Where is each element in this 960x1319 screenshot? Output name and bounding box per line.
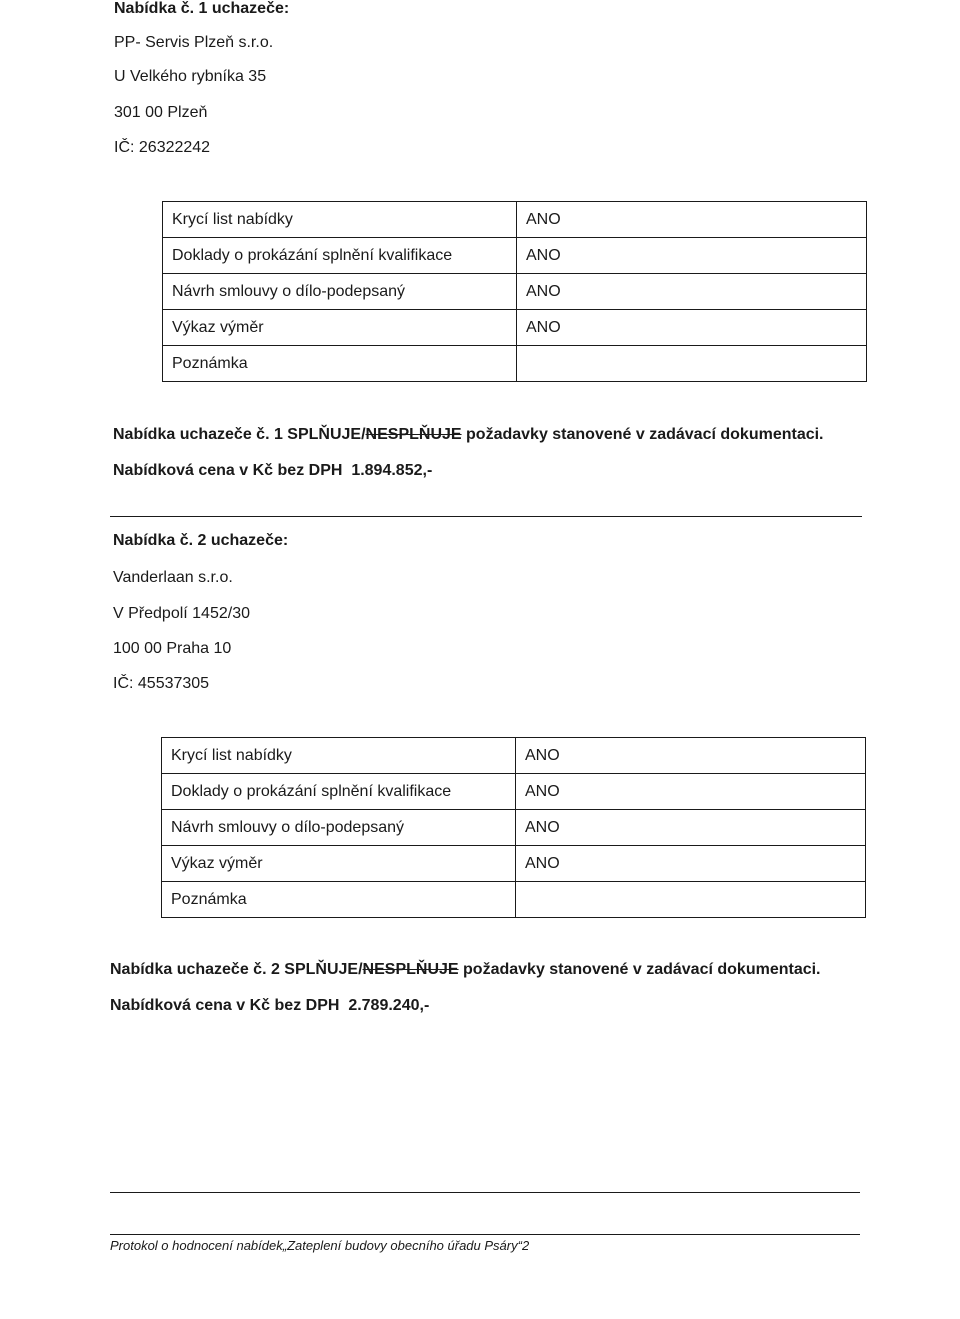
offer2-street: V Předpolí 1452/30 xyxy=(113,605,250,622)
verdict-struck-option: NESPLŇUJE xyxy=(365,426,462,443)
section-divider xyxy=(110,516,862,517)
criteria-label: Poznámka xyxy=(163,346,517,382)
price-value: 1.894.852,- xyxy=(351,462,433,479)
verdict-suffix: požadavky stanovené v zadávací dokumentaci. xyxy=(461,426,824,443)
table-row xyxy=(162,738,866,774)
offer2-company: Vanderlaan s.r.o. xyxy=(113,569,233,586)
criteria-value: ANO xyxy=(517,202,867,238)
verdict-suffix: požadavky stanovené v zadávací dokumentaci. xyxy=(458,961,821,978)
offer1-ico: IČ: 26322242 xyxy=(114,139,211,156)
footer-divider xyxy=(110,1234,860,1235)
criteria-label: Krycí list nabídky xyxy=(162,738,516,774)
criteria-label: Krycí list nabídky xyxy=(163,202,517,238)
price-label: Nabídková cena v Kč bez DPH xyxy=(110,997,340,1014)
table-row xyxy=(163,238,867,274)
table-row xyxy=(162,882,866,918)
table-row xyxy=(162,774,866,810)
offer1-company: PP- Servis Plzeň s.r.o. xyxy=(114,34,274,51)
offer2-heading: Nabídka č. 2 uchazeče: xyxy=(113,532,289,549)
footer-divider-top xyxy=(110,1192,860,1193)
offer2-price xyxy=(110,997,429,1015)
criteria-label: Doklady o prokázání splnění kvalifikace xyxy=(163,238,517,274)
criteria-value: ANO xyxy=(516,810,866,846)
criteria-value: ANO xyxy=(516,738,866,774)
criteria-label: Doklady o prokázání splnění kvalifikace xyxy=(162,774,516,810)
table-row xyxy=(162,810,866,846)
price-label: Nabídková cena v Kč bez DPH xyxy=(113,462,343,479)
verdict-struck-option: NESPLŇUJE xyxy=(362,961,459,978)
criteria-value: ANO xyxy=(517,238,867,274)
offer1-heading: Nabídka č. 1 uchazeče: xyxy=(114,0,290,17)
offer2-criteria-table xyxy=(161,737,866,918)
criteria-value xyxy=(516,882,866,918)
footer-text: Protokol o hodnocení nabídek„Zateplení budovy obecního úřadu Psáry“2 xyxy=(110,1238,530,1253)
verdict-prefix: Nabídka uchazeče č. 1 SPLŇUJE/ xyxy=(113,426,366,443)
criteria-value: ANO xyxy=(516,846,866,882)
offer2-ico: IČ: 45537305 xyxy=(113,675,210,692)
table-row xyxy=(162,846,866,882)
table-row xyxy=(163,202,867,238)
offer1-city: 301 00 Plzeň xyxy=(114,104,208,121)
table-row xyxy=(163,346,867,382)
table-row xyxy=(163,310,867,346)
criteria-value: ANO xyxy=(517,310,867,346)
criteria-label: Poznámka xyxy=(162,882,516,918)
price-value: 2.789.240,- xyxy=(348,997,430,1014)
criteria-value xyxy=(517,346,867,382)
criteria-value: ANO xyxy=(517,274,867,310)
offer2-city: 100 00 Praha 10 xyxy=(113,640,232,657)
offer1-criteria-table xyxy=(162,201,867,382)
offer1-verdict xyxy=(113,426,824,444)
offer2-verdict xyxy=(110,961,821,979)
table-row xyxy=(163,274,867,310)
offer1-price xyxy=(113,462,432,480)
offer1-street: U Velkého rybníka 35 xyxy=(114,68,267,85)
criteria-label: Výkaz výměr xyxy=(162,846,516,882)
criteria-label: Návrh smlouvy o dílo-podepsaný xyxy=(162,810,516,846)
criteria-value: ANO xyxy=(516,774,866,810)
verdict-prefix: Nabídka uchazeče č. 2 SPLŇUJE/ xyxy=(110,961,363,978)
criteria-label: Návrh smlouvy o dílo-podepsaný xyxy=(163,274,517,310)
criteria-label: Výkaz výměr xyxy=(163,310,517,346)
